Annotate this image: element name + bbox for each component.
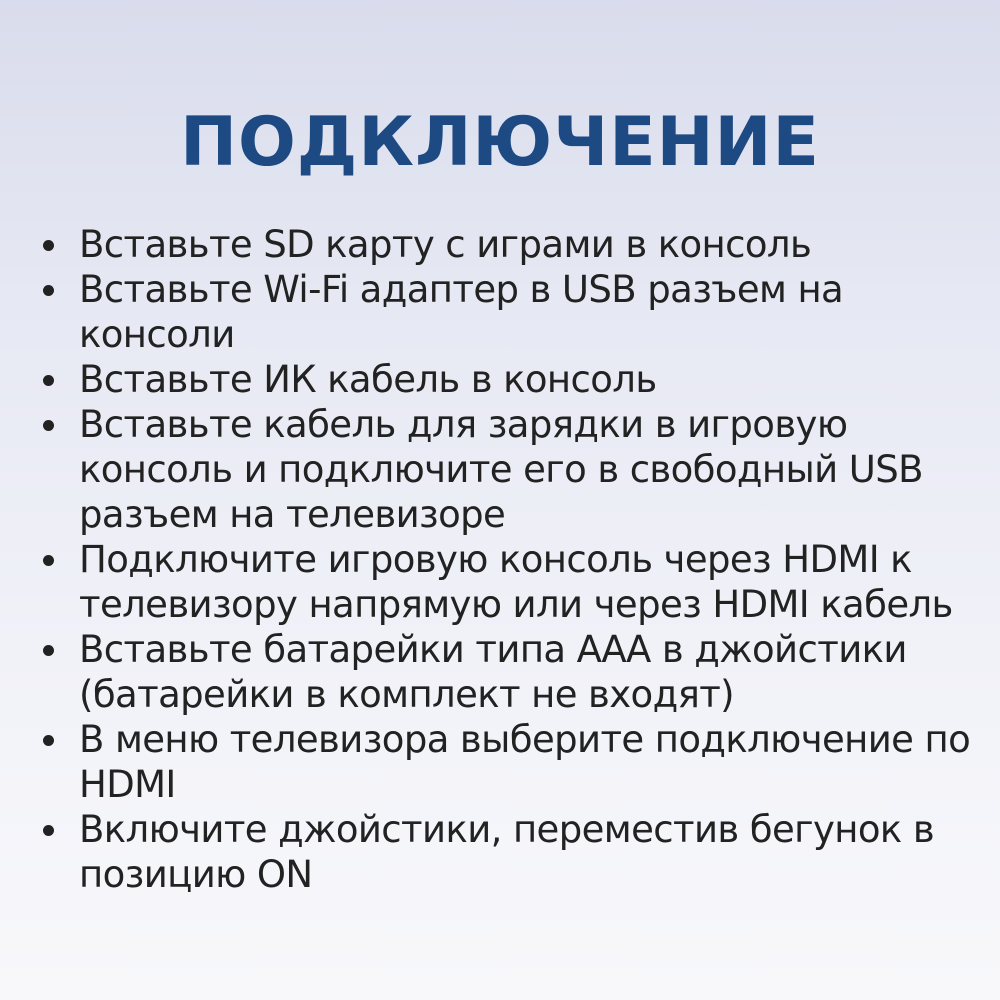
bullet-icon bbox=[43, 645, 54, 656]
list-item-text: Вставьте SD карту с играми в консоль bbox=[79, 223, 812, 266]
list-item bbox=[40, 537, 995, 627]
list-item-text: Вставьте Wi-Fi адаптер в USB разъем на консоли bbox=[79, 268, 844, 356]
list-item bbox=[40, 402, 995, 537]
list-item bbox=[40, 627, 995, 717]
page-title: ПОДКЛЮЧЕНИЕ bbox=[180, 103, 820, 182]
bullet-icon bbox=[43, 825, 54, 836]
bullet-icon bbox=[43, 285, 54, 296]
list-item bbox=[40, 807, 995, 897]
bullet-icon bbox=[43, 420, 54, 431]
list-item bbox=[40, 717, 995, 807]
list-item-text: Вставьте ИК кабель в консоль bbox=[79, 358, 657, 401]
list-item-text: Вставьте кабель для зарядки в игровую консоль и подключите его в свободный USB разъем на телевизоре bbox=[79, 403, 923, 536]
list-item-text: Включите джойстики, переместив бегунок в позицию ON bbox=[79, 808, 935, 896]
list-item-text: В меню телевизора выберите подключение по HDMI bbox=[79, 718, 971, 806]
bullet-icon bbox=[43, 735, 54, 746]
list-item-text: Вставьте батарейки типа ААА в джойстики (батарейки в комплект не входят) bbox=[79, 628, 907, 716]
list-item bbox=[40, 222, 995, 267]
list-item bbox=[40, 267, 995, 357]
bullet-icon bbox=[43, 555, 54, 566]
list-item bbox=[40, 357, 995, 402]
steps-list bbox=[40, 222, 995, 897]
bullet-icon bbox=[43, 240, 54, 251]
list-item-text: Подключите игровую консоль через HDMI к телевизору напрямую или через HDMI кабель bbox=[79, 538, 953, 626]
bullet-icon bbox=[43, 375, 54, 386]
